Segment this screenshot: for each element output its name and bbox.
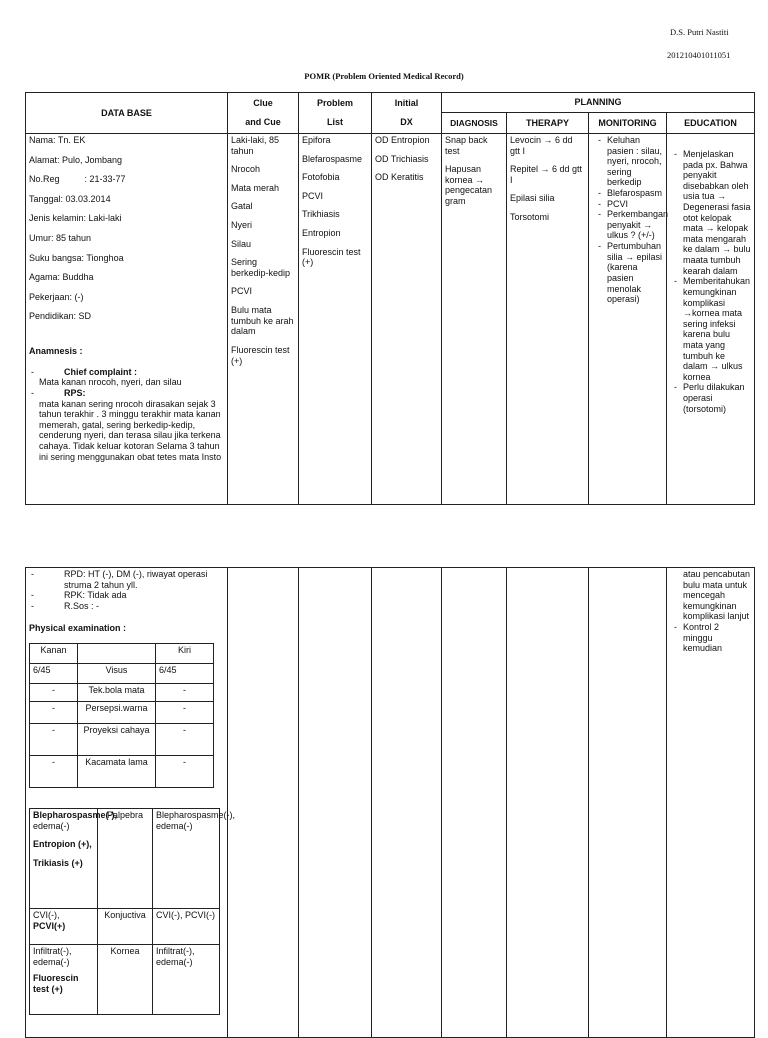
palpebra-right-edema: edema(-) bbox=[33, 820, 70, 831]
diagnosis-item: Hapusan kornea → pengecatan gram bbox=[445, 164, 493, 207]
visus-cell: - bbox=[30, 702, 78, 724]
visus-cell: - bbox=[156, 724, 214, 756]
student-id: 201210401011051 bbox=[667, 50, 731, 60]
header-education: EDUCATION bbox=[667, 113, 755, 134]
monitoring-item: - PCVI bbox=[607, 199, 663, 210]
visus-cell: Persepsi.warna bbox=[78, 702, 156, 724]
monitoring-item: - Blefarospasm bbox=[607, 188, 663, 199]
identity-ethnicity: Suku bangsa: Tionghoa bbox=[29, 252, 124, 263]
identity-date: Tanggal: 03.03.2014 bbox=[29, 193, 111, 204]
clue-item: Mata merah bbox=[231, 182, 280, 193]
physical-exam-title: Physical examination : bbox=[29, 623, 127, 634]
education-continued-list bbox=[670, 622, 751, 654]
header-planning: PLANNING bbox=[442, 93, 755, 113]
clue-item: Nyeri bbox=[231, 220, 253, 231]
identity-reg: No.Reg : 21-33-77 bbox=[29, 174, 126, 185]
rpd bbox=[40, 569, 224, 590]
header-clue-line1: Clue bbox=[253, 98, 273, 109]
problem-item: Trikhiasis bbox=[302, 209, 340, 220]
konjuctiva-right bbox=[30, 909, 98, 945]
anamnesis-title: Anamnesis : bbox=[29, 346, 83, 357]
problem-cell-continued bbox=[299, 568, 372, 1038]
problem-item: Fluorescin test (+) bbox=[302, 246, 361, 268]
header-monitoring: MONITORING bbox=[589, 113, 667, 134]
identity-sex: Jenis kelamin: Laki-laki bbox=[29, 213, 122, 224]
visus-cell: Tek.bola mata bbox=[78, 684, 156, 702]
visus-cell: Proyeksi cahaya bbox=[78, 724, 156, 756]
visus-header-right: Kanan bbox=[30, 644, 78, 664]
clue-item: Silau bbox=[231, 238, 252, 249]
konjuctiva-right-cvi: CVI(-), bbox=[33, 910, 60, 921]
education-continued-text: atau pencabutan bulu mata untuk mencegah kemungkinan komplikasi lanjut bbox=[683, 569, 751, 622]
monitoring-item: - Pertumbuhan silia → epilasi (karena pasien menolak operasi) bbox=[607, 241, 663, 305]
clue-cell bbox=[228, 134, 299, 505]
clue-item: Nrocoh bbox=[231, 164, 261, 175]
palpebra-left: Blepharospasme(-), edema(-) bbox=[153, 809, 220, 909]
visus-table bbox=[29, 643, 214, 788]
monitoring-cell-continued bbox=[589, 568, 667, 1038]
education-item: - Memberitahukan kemungkinan komplikasi →kornea mata sering infeksi karena bulu mata yang tumbuh ke dalam → ulkus kornea bbox=[683, 276, 751, 382]
header-clue-line2: and Cue bbox=[245, 117, 281, 127]
history-list bbox=[29, 569, 224, 611]
visus-cell: Kacamata lama bbox=[78, 756, 156, 788]
chief-complaint-text: Mata kanan nrocoh, nyeri, dan silau bbox=[39, 377, 182, 388]
identity-religion: Agama: Buddha bbox=[29, 272, 94, 283]
header-problem-line1: Problem bbox=[316, 98, 353, 109]
kornea-right-infiltrat: Infiltrat(-), edema(-) bbox=[33, 946, 72, 967]
therapy-cell bbox=[507, 134, 589, 505]
problem-cell bbox=[299, 134, 372, 505]
clue-item: Laki-laki, 85 tahun bbox=[231, 135, 280, 156]
chief-complaint bbox=[40, 367, 224, 388]
rps bbox=[40, 388, 224, 462]
kornea-right bbox=[30, 945, 98, 1015]
visus-cell: - bbox=[156, 684, 214, 702]
header-clue bbox=[228, 93, 299, 134]
header-initial-line1: Initial bbox=[394, 98, 419, 109]
konjuctiva-right-pcvi: PCVI(+) bbox=[33, 920, 66, 931]
diagnosis-item: Snap back test bbox=[445, 135, 488, 156]
education-item: - Kontrol 2 minggu kemudian bbox=[683, 622, 751, 654]
rsos bbox=[40, 601, 224, 612]
clue-item: Bulu mata tumbuh ke arah dalam bbox=[231, 305, 294, 337]
monitoring-item: - Perkembangan penyakit → ulkus ? (+/-) bbox=[607, 209, 663, 241]
header-problem-line2: List bbox=[326, 117, 343, 127]
diagnosis-cell-continued bbox=[442, 568, 507, 1038]
rpk-text: - RPK: Tidak ada bbox=[64, 590, 127, 601]
problem-item: Epifora bbox=[302, 135, 331, 145]
initial-dx-item: OD Entropion bbox=[375, 135, 430, 145]
visus-cell: - bbox=[156, 756, 214, 788]
problem-item: PCVI bbox=[302, 190, 324, 201]
clue-item: Fluorescin test (+) bbox=[231, 344, 290, 366]
identity-age: Umur: 85 tahun bbox=[29, 233, 92, 244]
identity-name: Nama: Tn. EK bbox=[29, 135, 86, 145]
therapy-item: Repitel → 6 dd gtt I bbox=[510, 164, 583, 185]
anamnesis-list bbox=[29, 367, 224, 462]
therapy-item: Levocin → 6 dd gtt I bbox=[510, 135, 573, 156]
monitoring-item: - Keluhan pasien : silau, nyeri, nrocoh, sering berkedip bbox=[607, 135, 663, 188]
problem-item: Blefarospasme bbox=[302, 153, 363, 164]
initial-dx-item: OD Keratitis bbox=[375, 172, 424, 183]
kornea-right-fluorescin: Fluorescin test (+) bbox=[33, 973, 79, 994]
header-problem bbox=[299, 93, 372, 134]
clue-item: Gatal bbox=[231, 201, 253, 212]
konjuctiva-left: CVI(-), PCVI(-) bbox=[153, 909, 220, 945]
initial-dx-cell bbox=[372, 134, 442, 505]
visus-cell: 6/45 bbox=[30, 664, 78, 684]
visus-cell: - bbox=[30, 684, 78, 702]
clue-cell-continued bbox=[228, 568, 299, 1038]
rpk bbox=[40, 590, 224, 601]
pomr-table-page-2 bbox=[25, 567, 755, 1038]
identity-block bbox=[29, 135, 224, 322]
database-cell bbox=[26, 134, 228, 505]
header-database: DATA BASE bbox=[26, 93, 228, 134]
palpebra-right-trikiasis: Trikiasis (+) bbox=[33, 857, 83, 868]
therapy-cell-continued bbox=[507, 568, 589, 1038]
monitoring-list bbox=[592, 135, 669, 305]
monitoring-cell bbox=[589, 134, 667, 505]
education-list bbox=[670, 149, 751, 414]
kornea-left: Infiltrat(-), edema(-) bbox=[153, 945, 220, 1015]
identity-address: Alamat: Pulo, Jombang bbox=[29, 154, 123, 165]
header-initial-dx bbox=[372, 93, 442, 134]
visus-header-blank bbox=[78, 644, 156, 664]
palpebra-right bbox=[30, 809, 118, 909]
education-cell bbox=[667, 134, 755, 505]
document-title: POMR (Problem Oriented Medical Record) bbox=[304, 71, 464, 81]
identity-education: Pendidikan: SD bbox=[29, 311, 92, 322]
education-cell-continued bbox=[667, 568, 755, 1038]
rps-text: mata kanan sering nrocoh dirasakan sejak 3 tahun terakhir . 3 minggu terakhir mata kanan memerah, gatal, sering berkedip-kedip, cenderung nyeri, dan terasa silau jika terkena cahaya. Tidak keluar kotoran Selama 3 tahun ini sering menggunakan obat tetes mata Insto bbox=[39, 398, 222, 462]
palpebra-right-entropion: Entropion (+), bbox=[33, 839, 92, 850]
visus-cell: - bbox=[156, 702, 214, 724]
education-item: - Perlu dilakukan operasi (torsotomi) bbox=[683, 382, 751, 414]
initial-dx-cell-continued bbox=[372, 568, 442, 1038]
visus-header-left: Kiri bbox=[156, 644, 214, 664]
clue-item: PCVI bbox=[231, 286, 253, 297]
konjuctiva-label: Konjuctiva bbox=[98, 909, 153, 945]
rps-label: RPS: bbox=[64, 387, 86, 398]
initial-dx-item: OD Trichiasis bbox=[375, 153, 429, 164]
education-item: - Menjelaskan pada px. Bahwa penyakit disebabkan oleh usia tua → Degenerasi fasia otot kelopak mata → kelopak mata mengarah ke dalam → bulu maata tumbuh kearah dalam bbox=[683, 149, 751, 276]
rsos-text: - R.Sos : - bbox=[64, 600, 100, 611]
visus-cell: 6/45 bbox=[156, 664, 214, 684]
therapy-item: Epilasi silia bbox=[510, 193, 555, 204]
visus-cell: Visus bbox=[78, 664, 156, 684]
pomr-table-page-1 bbox=[25, 92, 755, 505]
database-cell-continued bbox=[26, 568, 236, 1038]
problem-item: Entropion bbox=[302, 228, 341, 239]
problem-item: Fotofobia bbox=[302, 172, 340, 183]
therapy-item: Torsotomi bbox=[510, 212, 550, 223]
identity-job: Pekerjaan: (-) bbox=[29, 291, 84, 302]
diagnosis-cell bbox=[442, 134, 507, 505]
visus-cell: - bbox=[30, 724, 78, 756]
header-initial-line2: DX bbox=[400, 117, 413, 127]
eye-exam-table bbox=[29, 808, 236, 1015]
chief-complaint-label: Chief complaint : bbox=[64, 366, 138, 377]
clue-item: Sering berkedip-kedip bbox=[231, 257, 291, 278]
palpebra-label: Palpebra bbox=[98, 809, 153, 909]
palpebra-right-blepharospasm: Blepharospasme(-), bbox=[33, 810, 118, 821]
visus-cell: - bbox=[30, 756, 78, 788]
author-name: D.S. Putri Nastiti bbox=[670, 27, 729, 37]
header-diagnosis: DIAGNOSIS bbox=[442, 113, 507, 134]
kornea-label: Kornea bbox=[98, 945, 153, 1015]
header-therapy: THERAPY bbox=[507, 113, 589, 134]
rpd-text: - RPD: HT (-), DM (-), riwayat operasi struma 2 tahun yll. bbox=[64, 569, 208, 590]
